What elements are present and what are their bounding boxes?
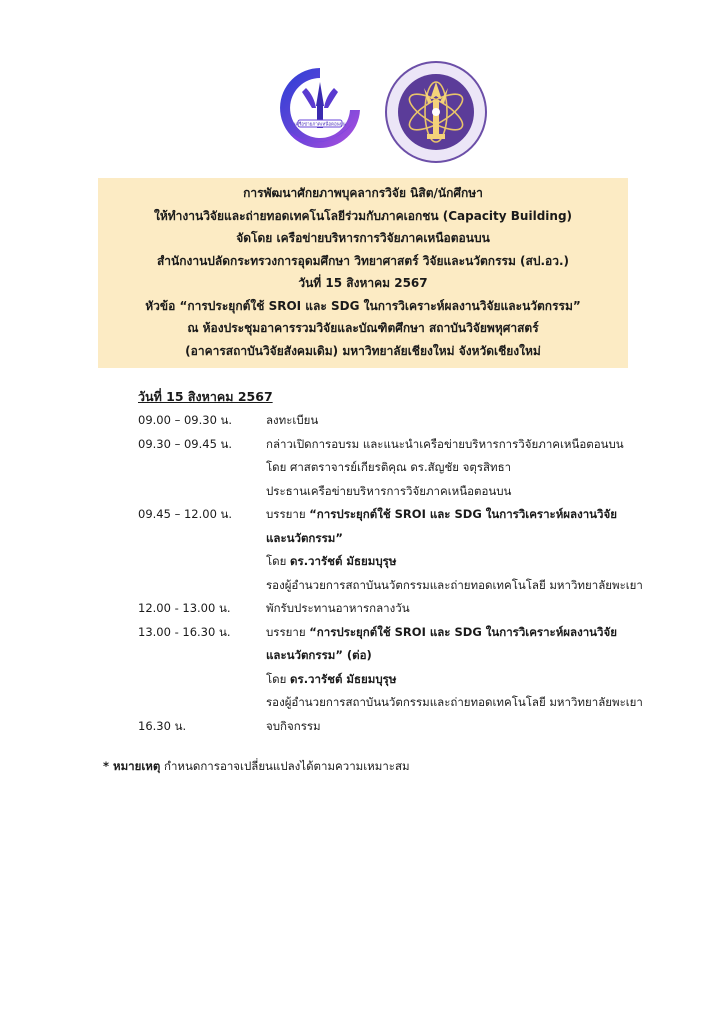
- speaker-name: ดร.วารัชต์ มัธยมบุรุษ: [290, 671, 397, 686]
- schedule-desc-line: พักรับประทานอาหารกลางวัน: [266, 601, 410, 615]
- speaker-line: [266, 550, 668, 574]
- schedule-desc-line: โดย ศาสตราจารย์เกียรติคุณ ดร.สัญชัย จตุรสิทธา: [266, 460, 512, 474]
- schedule-time: 09.00 – 09.30 น.: [138, 413, 233, 427]
- network-logo: [276, 62, 364, 158]
- speaker-line: [266, 668, 668, 692]
- speaker-prefix: โดย: [266, 554, 291, 568]
- logos: [276, 60, 444, 168]
- schedule-time: 12.00 - 13.00 น.: [138, 601, 231, 615]
- schedule-desc: [266, 503, 668, 597]
- footnote-label: * หมายเหตุ: [103, 759, 161, 773]
- schedule-row-registration: [138, 409, 668, 433]
- schedule-row-closing: [138, 715, 668, 739]
- header-title: การพัฒนาศักยภาพบุคลากรวิจัย นิสิต/นักศึกษา: [243, 186, 483, 200]
- header-ministry: สำนักงานปลัดกระทรวงการอุดมศึกษา วิทยาศาสตร์ วิจัยและนวัตกรรม (สป.อว.): [156, 253, 570, 268]
- schedule-desc-line: ประธานเครือข่ายบริหารการวิจัยภาคเหนือตอนบน: [266, 483, 512, 498]
- lecture-title-cont: และนวัตกรรม” (ต่อ): [266, 648, 372, 662]
- lecture-title-line: [266, 621, 668, 645]
- lecture-title-line: [266, 503, 668, 527]
- lecture-title-cont: และนวัตกรรม”: [266, 530, 343, 545]
- lecture-prefix: บรรยาย: [266, 507, 310, 521]
- speaker-name: ดร.วารัชต์ มัธยมบุรุษ: [290, 554, 397, 568]
- schedule-row-lunch: [138, 597, 668, 621]
- lecture-title: “การประยุกต์ใช้ SROI และ SDG ในการวิเคราะห์ผลงานวิจัย: [309, 507, 617, 521]
- schedule-desc: [266, 597, 668, 621]
- schedule: [138, 385, 668, 738]
- schedule-time: 13.00 - 16.30 น.: [138, 624, 231, 639]
- footnote: [103, 758, 410, 776]
- schedule-row-opening: [138, 433, 668, 504]
- header-topic: หัวข้อ “การประยุกต์ใช้ SROI และ SDG ในการวิเคราะห์ผลงานวิจัยและนวัตกรรม”: [145, 298, 581, 313]
- header-venue-detail: (อาคารสถาบันวิจัยสังคมเดิม) มหาวิทยาลัยเชียงใหม่ จังหวัดเชียงใหม่: [185, 343, 541, 358]
- schedule-desc: [266, 715, 668, 739]
- schedule-date: วันที่ 15 สิงหาคม 2567: [138, 389, 273, 404]
- schedule-desc-line: กล่าวเปิดการอบรม และแนะนำเครือข่ายบริหารการวิจัยภาคเหนือตอนบน: [266, 436, 624, 451]
- speaker-position: รองผู้อำนวยการสถาบันนวัตกรรมและถ่ายทอดเทคโนโลยี มหาวิทยาลัยพะเยา: [266, 577, 643, 592]
- network-logo-text: เครือข่ายภาคเหนือตอนบน: [294, 122, 346, 128]
- header-venue: ณ ห้องประชุมอาคารรวมวิจัยและบัณฑิตศึกษา สถาบันวิจัยพหุศาสตร์: [187, 321, 539, 335]
- schedule-desc: [266, 433, 668, 504]
- schedule-row-lecture-1: [138, 503, 668, 597]
- header-subtitle: ให้ทำงานวิจัยและถ่ายทอดเทคโนโลยีร่วมกับภาคเอกชน (Capacity Building): [153, 208, 573, 223]
- lecture-prefix: บรรยาย: [266, 624, 310, 639]
- schedule-desc-line: ลงทะเบียน: [266, 413, 319, 427]
- schedule-desc-line: จบกิจกรรม: [266, 718, 321, 733]
- footnote-text: กำหนดการอาจเปลี่ยนแปลงได้ตามความเหมาะสม: [160, 759, 410, 773]
- schedule-time: 16.30 น.: [138, 718, 187, 733]
- speaker-prefix: โดย: [266, 671, 291, 686]
- schedule-desc: [266, 621, 668, 715]
- schedule-desc: [266, 409, 668, 433]
- schedule-time: 09.45 – 12.00 น.: [138, 507, 233, 521]
- ministry-seal-icon: [384, 60, 488, 164]
- schedule-row-lecture-2: [138, 621, 668, 715]
- header-date: วันที่ 15 สิงหาคม 2567: [298, 276, 428, 290]
- schedule-time: 09.30 – 09.45 น.: [138, 436, 233, 451]
- speaker-position: รองผู้อำนวยการสถาบันนวัตกรรมและถ่ายทอดเทคโนโลยี มหาวิทยาลัยพะเยา: [266, 695, 643, 709]
- event-header: [98, 178, 628, 368]
- lecture-title: “การประยุกต์ใช้ SROI และ SDG ในการวิเคราะห์ผลงานวิจัย: [309, 624, 617, 639]
- header-organizer: จัดโดย เครือข่ายบริหารการวิจัยภาคเหนือตอนบน: [236, 231, 490, 245]
